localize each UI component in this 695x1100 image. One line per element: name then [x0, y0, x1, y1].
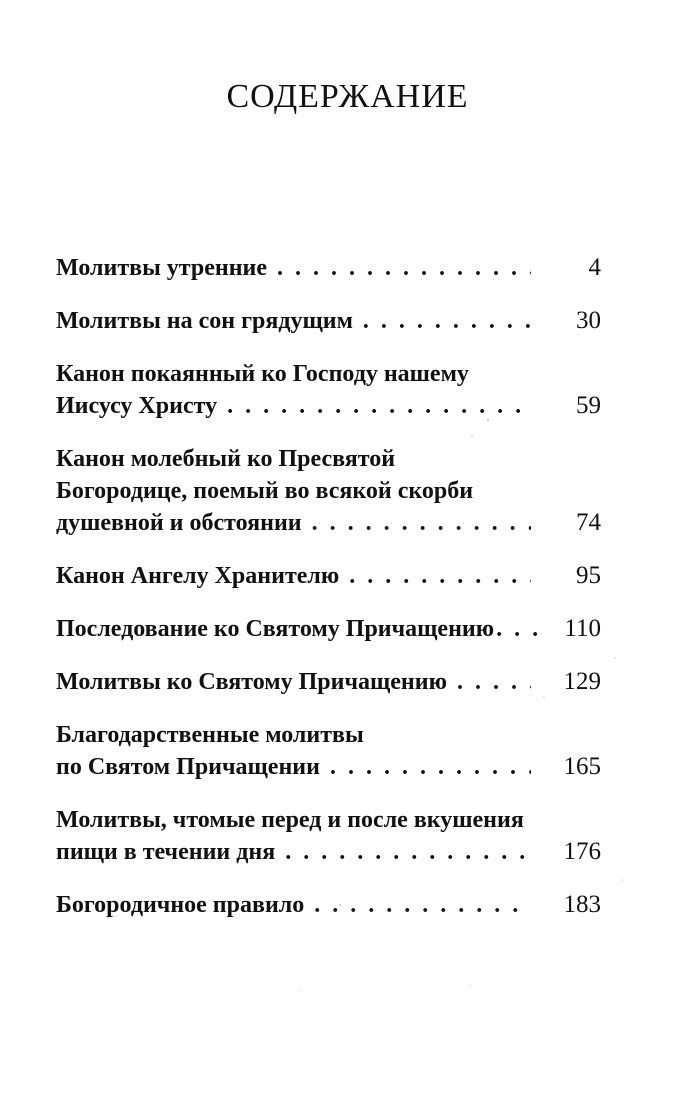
dot-leader — [457, 666, 531, 698]
table-of-contents — [56, 252, 601, 942]
toc-page-number: 4 — [588, 254, 601, 281]
toc-entry[interactable] — [56, 804, 601, 868]
dot-leader — [330, 751, 531, 783]
toc-page-number: 110 — [564, 615, 601, 642]
toc-entry[interactable] — [56, 719, 601, 783]
toc-page-number: 165 — [563, 753, 601, 780]
toc-entry[interactable] — [56, 560, 601, 592]
toc-entry[interactable] — [56, 252, 601, 284]
toc-entry-title: Молитвы ко Святому Причащению — [56, 669, 447, 695]
toc-entry[interactable] — [56, 358, 601, 422]
toc-entry-title: по Святом Причащении — [56, 754, 320, 780]
toc-page-number: 183 — [563, 891, 601, 918]
page-title: СОДЕРЖАНИЕ — [226, 78, 469, 115]
dot-leader — [363, 305, 531, 337]
toc-entry-title: Канон покаянный ко Господу нашему — [56, 361, 469, 387]
toc-entry-title: Молитвы, чтомые перед и после вкушения — [56, 807, 524, 833]
toc-page-number: 176 — [563, 838, 601, 865]
toc-entry-title: душевной и обстоянии — [56, 510, 302, 536]
toc-page-number: 74 — [576, 509, 601, 536]
toc-entry-title: Богородице, поемый во всякой скорби — [56, 478, 474, 504]
toc-entry[interactable] — [56, 443, 601, 539]
toc-entry-title: Последование ко Святому Причащению — [56, 616, 495, 642]
toc-page-number: 129 — [563, 668, 601, 695]
toc-entry-title: Иисусу Христу — [56, 393, 218, 419]
toc-entry-title: Молитвы утренние — [56, 255, 268, 281]
toc-entry-title: пищи в течении дня — [56, 839, 276, 865]
toc-entry-title: Молитвы на сон грядущим — [56, 308, 353, 334]
toc-entry[interactable] — [56, 613, 601, 645]
dot-leader — [314, 889, 531, 921]
toc-entry[interactable] — [56, 305, 601, 337]
toc-entry-title: Богородичное правило — [56, 892, 305, 918]
dot-leader — [312, 507, 531, 539]
toc-entry-title: Канон молебный ко Пресвятой — [56, 446, 396, 472]
dot-leader — [349, 560, 531, 592]
toc-entry-title: Благодарственные молитвы — [56, 722, 364, 748]
dot-leader — [277, 252, 531, 284]
toc-entry-title: Канон Ангелу Хранителю — [56, 563, 340, 589]
toc-page-number: 59 — [576, 392, 601, 419]
toc-page-number: 95 — [576, 562, 601, 589]
toc-entry[interactable] — [56, 889, 601, 921]
dot-leader — [227, 390, 531, 422]
dot-leader — [496, 613, 537, 645]
dot-leader — [285, 836, 531, 868]
toc-page-number: 30 — [576, 307, 601, 334]
toc-entry[interactable] — [56, 666, 601, 698]
